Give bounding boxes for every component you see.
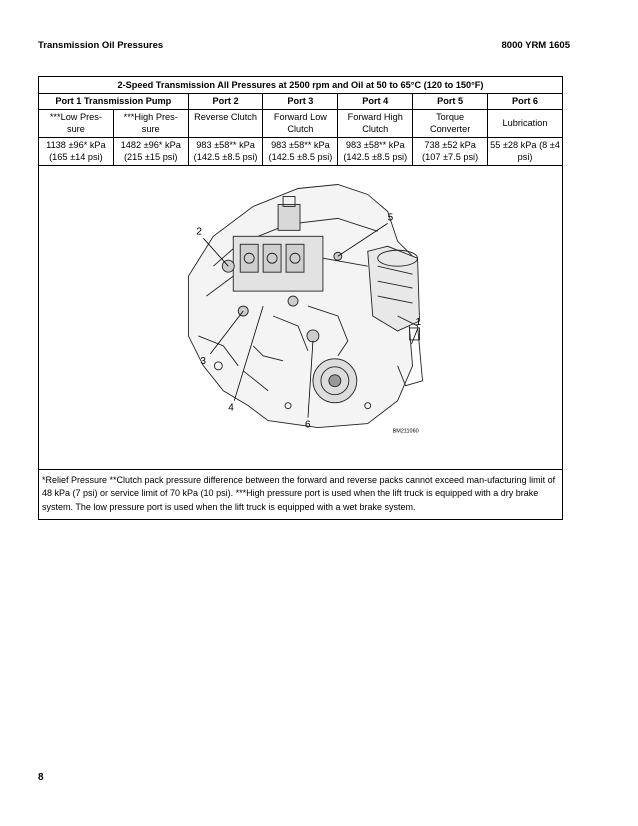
callout-label: 3 [200, 355, 206, 367]
pressure-value: 983 ±58** kPa (142.5 ±8.5 psi) [188, 137, 263, 165]
callout-label: 6 [304, 419, 311, 431]
port-subheader: ***High Pres-sure [113, 109, 188, 137]
pressure-value: 1138 ±96* kPa (165 ±14 psi) [39, 137, 114, 165]
pressure-value: 1482 ±96* kPa (215 ±15 psi) [113, 137, 188, 165]
pressure-value: 738 ±52 kPa (107 ±7.5 psi) [413, 137, 488, 165]
port-header: Port 1 Transmission Pump [39, 94, 189, 109]
callout-label: 1 [415, 316, 422, 328]
transmission-illustration [39, 166, 562, 469]
pressure-table [38, 76, 563, 520]
table-footnote: *Relief Pressure **Clutch pack pressure difference between the forward and reverse packs cannot exceed man-ufacturing limit of 48 kPa (7 psi) or service limit of 70 kPa (10 psi). ***High pressure port is used when the lift truck is equipped with a dry brake system. The low pressure port is used when the lift truck is equipped with a wet brake system. [39, 469, 563, 520]
transmission-figure [39, 165, 563, 469]
port-header: Port 5 [413, 94, 488, 109]
pressure-value: 55 ±28 kPa (8 ±4 psi) [488, 137, 563, 165]
page-number: 8 [38, 772, 44, 783]
running-header-title: Transmission Oil Pressures [38, 40, 164, 51]
port-subheader: Forward High Clutch [338, 109, 413, 137]
port-header: Port 2 [188, 94, 263, 109]
callout-label: 5 [387, 211, 394, 223]
running-header-doc-id: 8000 YRM 1605 [501, 40, 570, 51]
callout-label: 4 [228, 402, 234, 414]
port-subheader: Torque Converter [413, 109, 488, 137]
pressure-value: 983 ±58** kPa (142.5 ±8.5 psi) [263, 137, 338, 165]
port-header: Port 3 [263, 94, 338, 109]
port-subheader: Lubrication [488, 109, 563, 137]
pressure-value: 983 ±58** kPa (142.5 ±8.5 psi) [338, 137, 413, 165]
port-subheader: ***Low Pres-sure [39, 109, 114, 137]
figure-id: BM211060 [392, 428, 419, 435]
port-header: Port 6 [488, 94, 563, 109]
port-subheader: Reverse Clutch [188, 109, 263, 137]
port-header: Port 4 [338, 94, 413, 109]
port-subheader: Forward Low Clutch [263, 109, 338, 137]
callout-label: 2 [196, 225, 202, 237]
table-title: 2-Speed Transmission All Pressures at 2500 rpm and Oil at 50 to 65°C (120 to 150°F) [39, 77, 563, 94]
